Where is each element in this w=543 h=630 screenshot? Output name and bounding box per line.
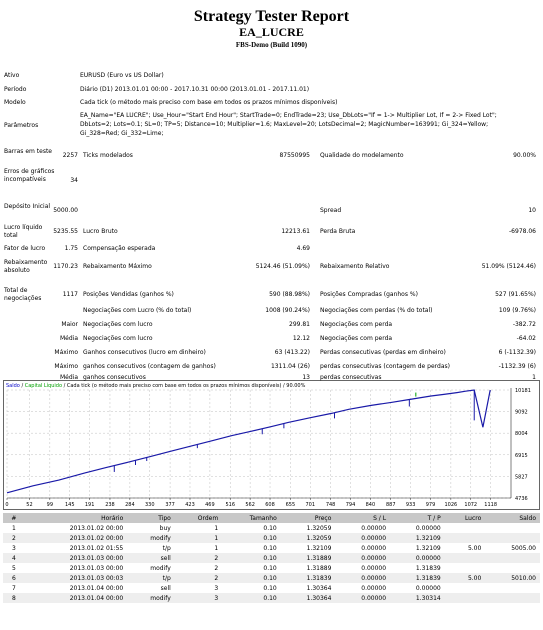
table-cell: 2013.01.03 00:03 (25, 573, 128, 583)
column-header: S / L (335, 513, 390, 523)
y-tick-label: 5827 (515, 474, 528, 481)
x-tick-label: 284 (125, 502, 135, 508)
qualidade-label: Qualidade do modelamento (320, 152, 404, 159)
table-cell: 0.00000 (361, 544, 387, 552)
qualidade-value: 90.00% (513, 152, 536, 159)
table-cell: t/p (162, 544, 171, 552)
media-perdas-value: 1 (532, 374, 536, 381)
media-ganhos-value: 13 (302, 374, 310, 381)
table-cell: 7 (11, 584, 16, 592)
table-cell: 0.00000 (335, 593, 390, 603)
erros-value: 34 (70, 177, 78, 184)
table-cell: modify (127, 533, 175, 543)
vendidas-label: Posições Vendidas (ganhos %) (83, 291, 174, 298)
table-cell: 1 (214, 524, 219, 532)
legend-saldo: Saldo (6, 383, 20, 389)
media-perda-value: -64.02 (516, 335, 536, 342)
table-cell: 0.00000 (415, 584, 441, 592)
parametros-label: Parâmetros (4, 122, 39, 129)
legend-separator: / (19, 383, 25, 389)
x-tick-label: 145 (64, 502, 75, 508)
chart-legend (6, 382, 306, 389)
table-cell: 2013.01.02 00:00 (69, 524, 124, 532)
x-tick-label: 0 (5, 502, 9, 508)
server-name: FBS-Demo (Build 1090) (235, 41, 308, 49)
table-cell: 6 (3, 573, 25, 583)
table-cell: 0.00000 (361, 564, 387, 572)
table-cell: modify (127, 593, 175, 603)
rebaixamento-maximo-label: Rebaixamento Máximo (83, 263, 152, 270)
fator-value: 1.75 (64, 245, 78, 252)
total-negociacoes-label: Total de negociações (4, 287, 42, 302)
table-cell: t/p (127, 573, 175, 583)
table-cell: 0.00000 (335, 573, 390, 583)
column-header: Lucro (445, 513, 486, 523)
spread-value: 10 (528, 207, 536, 214)
table-cell: 2013.01.02 00:00 (25, 533, 128, 543)
y-tick-label: 8004 (515, 431, 528, 438)
column-header: Tamanho (222, 513, 281, 523)
x-tick-label: 979 (425, 502, 436, 508)
table-cell (445, 553, 486, 563)
balance-chart (3, 380, 540, 510)
x-tick-label: 701 (305, 502, 316, 508)
table-cell: 2 (214, 564, 219, 572)
parametros-line-3: Gi_328=Red; Gi_332=Lime; (80, 130, 164, 137)
table-cell: sell (127, 553, 175, 563)
y-tick-label: 6915 (515, 452, 528, 459)
table-cell: 1.31839 (281, 573, 336, 583)
media-lucro-value: 12.12 (292, 335, 310, 342)
neg-lucro-label: Negociações com Lucro (% do total) (83, 307, 192, 314)
table-cell: 1.32059 (281, 533, 336, 543)
maior-lucro-label: Negociações com lucro (83, 321, 153, 328)
ticks-value: 87550995 (279, 152, 310, 159)
table-cell: 0.10 (222, 593, 281, 603)
table-cell: 0.10 (222, 553, 281, 563)
ticks-label: Ticks modelados (83, 152, 133, 159)
vendidas-value: 590 (88.98%) (269, 291, 310, 298)
x-tick-label: 887 (385, 502, 396, 508)
x-tick-label: 933 (405, 502, 416, 508)
max-perdas-value: 6 (-1132.39) (498, 349, 536, 356)
x-tick-label: 469 (205, 502, 215, 508)
deals-table (3, 513, 540, 603)
table-cell: 1.32059 (306, 524, 332, 532)
max-perdas-label: Perdas consecutivas (perdas em dinheiro) (320, 349, 446, 356)
perda-bruta-label: Perda Bruta (320, 228, 356, 235)
neg-perda-value: 109 (9.76%) (498, 307, 536, 314)
maior-label: Maior (61, 321, 78, 328)
table-cell: 0.10 (263, 524, 277, 532)
x-tick-label: 377 (165, 502, 175, 508)
table-cell: 2013.01.04 00:00 (25, 593, 128, 603)
maximo-label: Máximo (54, 349, 78, 356)
table-cell: buy (159, 524, 171, 532)
table-cell (445, 583, 486, 593)
table-cell: 1.32109 (415, 544, 441, 552)
periodo-label: Período (4, 86, 27, 93)
table-cell: 1.31839 (415, 564, 441, 572)
table-cell: 0.00000 (415, 524, 441, 532)
table-cell: 1.31839 (390, 573, 445, 583)
table-cell: 0.10 (222, 533, 281, 543)
chart-frame (4, 381, 540, 510)
table-cell: 5010.00 (485, 573, 540, 583)
media-lucro-label: Negociações com lucro (83, 335, 153, 342)
table-row (3, 533, 540, 543)
legend-capital: Capital Líquido (24, 383, 63, 389)
table-cell: 8 (3, 593, 25, 603)
x-tick-label: 423 (185, 502, 195, 508)
periodo-value: Diário (D1) 2013.01.01 00:00 - 2017.10.31 00:00 (2013.01.01 - 2017.11.01) (80, 86, 310, 93)
x-tick-label: 52 (26, 502, 33, 508)
erros-label: Erros de gráficos incompatíveis (4, 168, 55, 183)
column-header: # (3, 513, 25, 523)
table-cell: 0.10 (263, 544, 277, 552)
table-cell: 2013.01.03 00:00 (25, 553, 128, 563)
table-cell: 1.31889 (306, 564, 332, 572)
column-header: Preço (281, 513, 336, 523)
table-row (3, 573, 540, 583)
table-cell: 0.00000 (361, 524, 387, 532)
x-tick-label: 748 (325, 502, 336, 508)
table-cell (485, 533, 540, 543)
table-cell (445, 533, 486, 543)
expert-name: EA_LUCRE (239, 25, 304, 39)
neg-perda-label: Negociações com perdas (% do total) (320, 307, 433, 314)
max-ganhos-label: Ganhos consecutivos (lucro em dinheiro) (83, 349, 206, 356)
table-cell (485, 563, 540, 573)
max-ganhos-value: 63 (413.22) (274, 349, 310, 356)
table-cell: 1.32109 (306, 544, 332, 552)
x-tick-label: 516 (225, 502, 236, 508)
media-ganhos-label: ganhos consecutivos (83, 374, 146, 381)
maior-perda-value: -382.72 (512, 321, 536, 328)
barras-label: Barras em teste (4, 148, 52, 155)
max-perdas2-value: -1132.39 (6) (498, 363, 536, 370)
table-cell: 1.32109 (390, 533, 445, 543)
rebaixamento-relativo-label: Rebaixamento Relativo (320, 263, 390, 270)
rebaixamento-absoluto-value: 1170.23 (53, 263, 78, 270)
rebaixamento-absoluto-label: Rebaixamento absoluto (4, 259, 48, 274)
table-row (3, 543, 540, 553)
fator-label: Fator de lucro (4, 245, 46, 252)
ativo-label: Ativo (4, 72, 20, 79)
lucro-liquido-label: Lucro líquido total (4, 224, 43, 239)
compensacao-label: Compensação esperada (83, 245, 156, 252)
column-header: Saldo (485, 513, 540, 523)
table-row (3, 583, 540, 593)
x-tick-label: 1072 (464, 502, 478, 508)
table-cell (485, 523, 540, 533)
x-tick-label: 330 (144, 502, 155, 508)
table-cell: sell (160, 584, 171, 592)
table-cell: 5.00 (467, 544, 482, 552)
lucro-bruto-label: Lucro Bruto (83, 228, 118, 235)
table-row (3, 553, 540, 563)
deposito-value: 5000.00 (53, 207, 78, 214)
table-cell: 2013.01.04 00:00 (69, 584, 124, 592)
rebaixamento-maximo-value: 5124.46 (51.09%) (255, 263, 310, 270)
x-tick-label: 840 (365, 502, 376, 508)
table-cell: 1.31889 (281, 553, 336, 563)
table-row (3, 523, 540, 533)
media-perda-label: Negociações com perda (320, 335, 393, 342)
compradas-value: 527 (91.65%) (495, 291, 536, 298)
y-tick-label: 9092 (515, 409, 528, 416)
report-title: Strategy Tester Report (193, 8, 350, 25)
table-cell: 1 (175, 533, 222, 543)
maior-perda-label: Negociações com perda (320, 321, 393, 328)
modelo-label: Modelo (4, 99, 26, 106)
media-perdas-label: perdas consecutivas (320, 374, 382, 381)
x-tick-label: 238 (105, 502, 115, 508)
spread-label: Spread (320, 207, 342, 214)
table-cell: 0.00000 (361, 584, 387, 592)
x-tick-label: 99 (46, 502, 54, 508)
table-cell: 1 (11, 524, 16, 532)
y-tick-label: 10181 (515, 388, 531, 394)
column-header: Tipo (127, 513, 175, 523)
column-header: T / P (390, 513, 445, 523)
table-cell: 2013.01.02 01:55 (69, 544, 124, 552)
lucro-liquido-value: 5235.55 (53, 228, 78, 235)
table-cell: 1.30314 (390, 593, 445, 603)
table-cell: 5.00 (445, 573, 486, 583)
parametros-line-1: EA_Name="EA LUCRE"; Use_Hour="Start End Hour"; StartTrade=0; EndTrade=23; Use_DbLots="If = 1-> Multiplier Lot, If = 2-> Fixed Lot"; (80, 112, 497, 119)
x-tick-label: 1118 (484, 502, 498, 508)
barras-value: 2257 (62, 152, 78, 159)
max-perdas2-label: perdas consecutivas (contagem de perdas) (320, 363, 450, 370)
table-row (3, 563, 540, 573)
table-cell (485, 583, 540, 593)
table-cell: 3 (175, 593, 222, 603)
legend-model: / Cada tick (o método mais preciso com base em todos os prazos mínimos disponíveis) / 90.00% (62, 383, 306, 389)
media2-label: Média (59, 374, 78, 381)
table-cell: modify (150, 564, 171, 572)
table-cell (445, 593, 486, 603)
x-tick-label: 608 (265, 502, 275, 508)
perda-bruta-value: -6978.06 (509, 228, 536, 235)
neg-lucro-value: 1008 (90.24%) (265, 307, 310, 314)
table-cell: 0.10 (222, 573, 281, 583)
table-cell: 2 (3, 533, 25, 543)
table-cell: 0.00000 (335, 553, 390, 563)
rebaixamento-relativo-value: 51.09% (5124.46) (481, 263, 536, 270)
maior-lucro-value: 299.81 (289, 321, 310, 328)
x-tick-label: 655 (285, 502, 296, 508)
compradas-label: Posições Compradas (ganhos %) (320, 291, 418, 298)
table-cell: 5 (11, 564, 16, 572)
table-cell: 1.30364 (281, 593, 336, 603)
table-cell: 2 (175, 553, 222, 563)
table-cell: 1.30364 (306, 584, 332, 592)
table-cell: 4 (3, 553, 25, 563)
table-cell: 3 (214, 584, 219, 592)
x-tick-label: 191 (84, 502, 95, 508)
modelo-value: Cada tick (o método mais preciso com base em todos os prazos mínimos disponíveis) (80, 99, 338, 106)
table-cell: 0.00000 (335, 533, 390, 543)
table-cell (445, 523, 486, 533)
column-header: Horário (25, 513, 128, 523)
table-cell: 1 (214, 544, 219, 552)
column-header: Ordem (175, 513, 222, 523)
table-cell: 5005.00 (511, 544, 536, 552)
table-cell: 2 (175, 573, 222, 583)
x-tick-label: 794 (345, 502, 356, 508)
media-label: Média (59, 335, 78, 342)
table-cell (485, 593, 540, 603)
table-cell: 0.10 (263, 564, 277, 572)
max-ganhos2-value: 1311.04 (26) (270, 363, 310, 370)
maximo2-label: Máximo (54, 363, 78, 370)
total-negociacoes-value: 1117 (62, 291, 78, 298)
deals-table-header (3, 513, 540, 523)
parametros-line-2: DbLots=2; Lots=0.1; SL=0; TP=5; Distance=10; Multiplier=1.6; MaxLevel=20; LotsDecimal=2; MagicNumber=163991; Gi_324=Yellow; (80, 121, 489, 128)
table-cell: 3 (11, 544, 16, 552)
max-ganhos2-label: ganhos consecutivos (contagem de ganhos) (83, 363, 216, 370)
table-cell: 0.00000 (390, 553, 445, 563)
table-cell (485, 553, 540, 563)
x-tick-label: 1026 (444, 502, 458, 508)
table-cell (445, 563, 486, 573)
table-cell: 2013.01.03 00:00 (69, 564, 124, 572)
lucro-bruto-value: 12213.61 (281, 228, 310, 235)
table-row (3, 593, 540, 603)
x-tick-label: 562 (245, 502, 255, 508)
y-tick-label: 4736 (515, 496, 528, 502)
ativo-value: EURUSD (Euro vs US Dollar) (80, 72, 164, 79)
deposito-label: Depósito Inicial (4, 203, 51, 210)
compensacao-value: 4.69 (296, 245, 310, 252)
table-cell: 0.10 (263, 584, 277, 592)
